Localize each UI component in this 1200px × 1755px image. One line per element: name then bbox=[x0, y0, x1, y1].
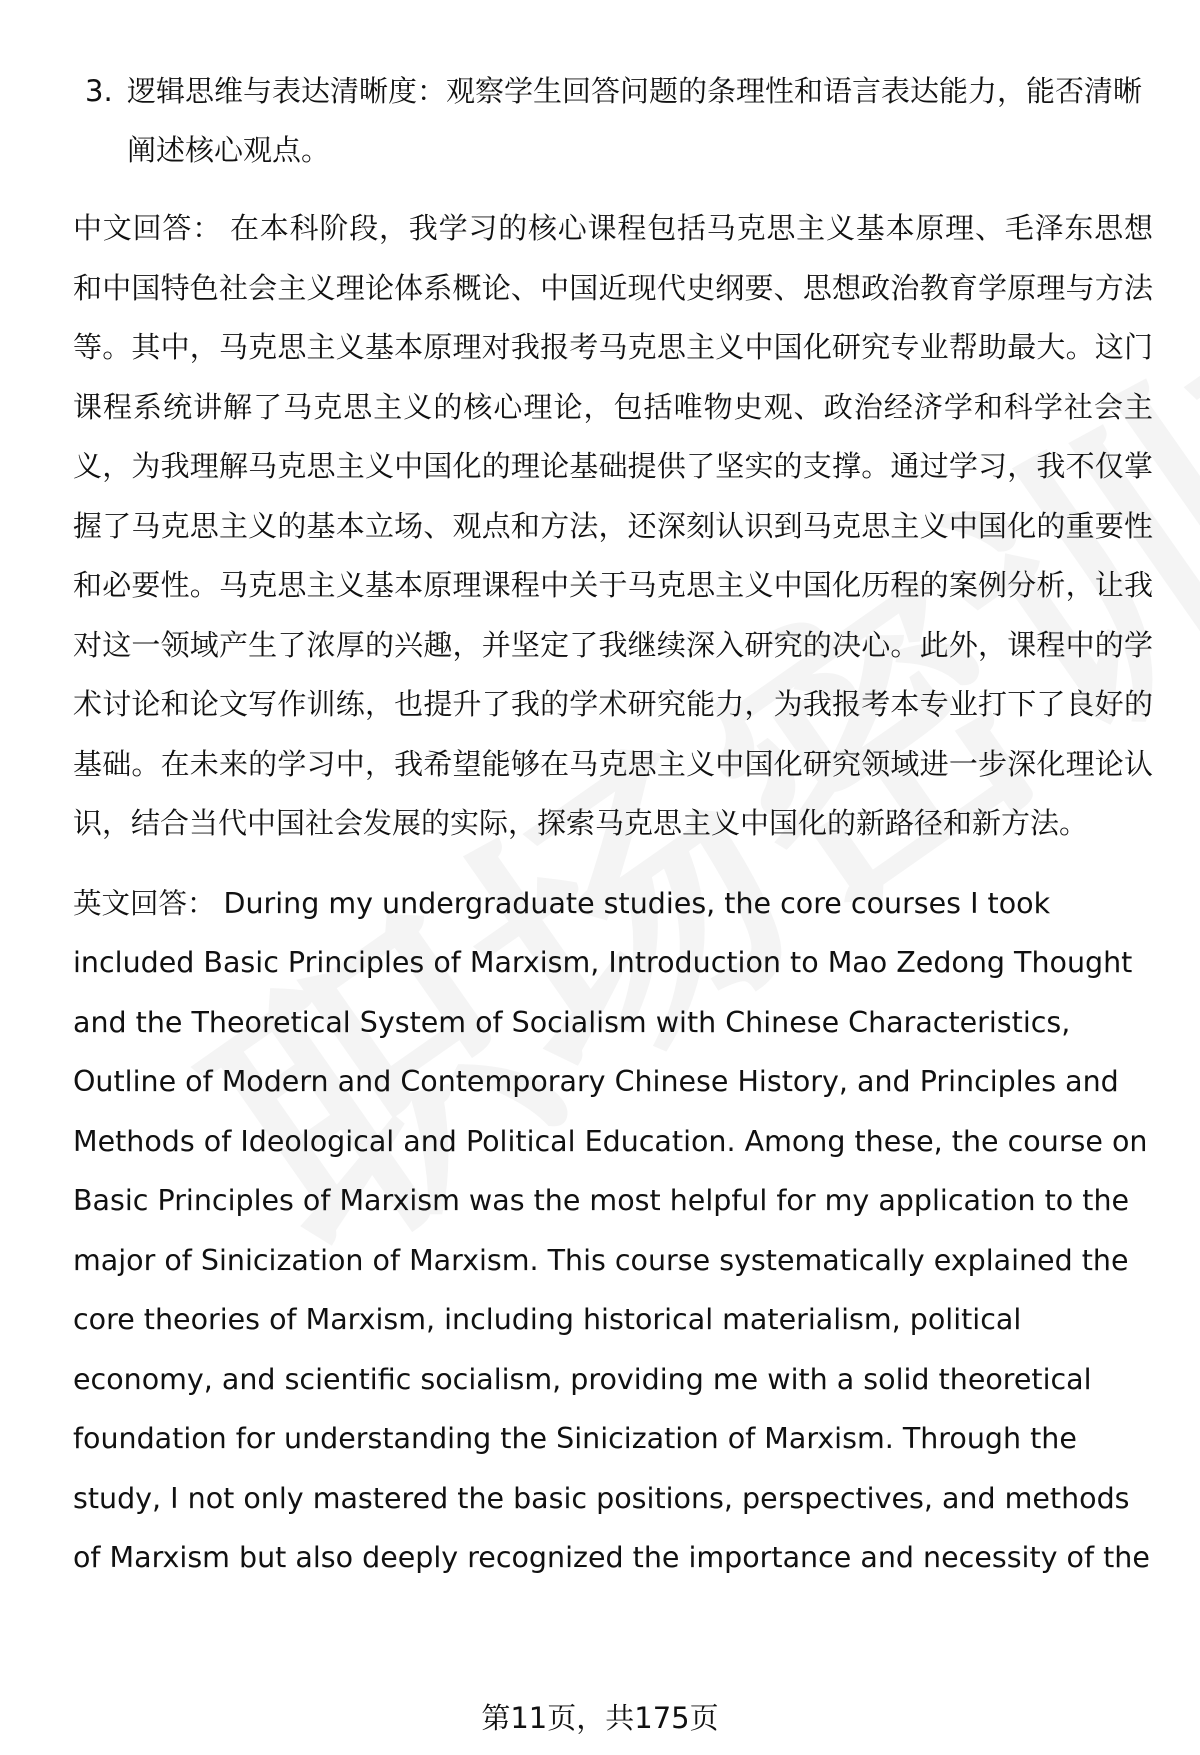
english-answer-paragraph bbox=[73, 874, 1153, 1588]
list-item-3 bbox=[73, 62, 1153, 180]
list-item-text: 逻辑思维与表达清晰度：观察学生回答问题的条理性和语言表达能力，能否清晰阐述核心观点。 bbox=[127, 74, 1143, 167]
page-content bbox=[73, 62, 1153, 1608]
chinese-answer-text: 在本科阶段，我学习的核心课程包括马克思主义基本原理、毛泽东思想和中国特色社会主义理论体系概论、中国近现代史纲要、思想政治教育学原理与方法等。其中，马克思主义基本原理对我报考马克思主义中国化研究专业帮助最大。这门课程系统讲解了马克思主义的核心理论，包括唯物史观、政治经济学和科学社会主义，为我理解马克思主义中国化的理论基础提供了坚实的支撑。通过学习，我不仅掌握了马克思主义的基本立场、观点和方法，还深刻认识到马克思主义中国化的重要性和必要性。马克思主义基本原理课程中关于马克思主义中国化历程的案例分析，让我对这一领域产生了浓厚的兴趣，并坚定了我继续深入研究的决心。此外，课程中的学术讨论和论文写作训练，也提升了我的学术研究能力，为我报考本专业打下了良好的基础。在未来的学习中，我希望能够在马克思主义中国化研究领域进一步深化理论认识，结合当代中国社会发展的实际，探索马克思主义中国化的新路径和新方法。 bbox=[73, 211, 1153, 840]
english-answer-label: 英文回答： bbox=[73, 886, 216, 920]
english-answer-text: During my undergraduate studies, the core courses I took included Basic Principles of Marxism, Introduction to Mao Zedong Thought and the Theoretical System of Socialism with Chinese Characteristics, Outline of Modern and Contemporary Chinese History, and Principles and Methods of Ideological and Political Education. Among these, the course on Basic Principles of Marxism was the most helpful for my application to the major of Sinicization of Marxism. This course systematically explained the core theories of Marxism, including historical materialism, political economy, and scientific socialism, providing me with a solid theoretical foundation for understanding the Sinicization of Marxism. Through the study, I not only mastered the basic positions, perspectives, and methods of Marxism but also deeply recognized the importance and necessity of the bbox=[73, 886, 1150, 1574]
page-number-footer: 第11页，共175页 bbox=[481, 1701, 719, 1735]
chinese-answer-label: 中文回答： bbox=[73, 211, 222, 245]
list-number: 3. bbox=[85, 74, 113, 108]
chinese-answer-paragraph bbox=[73, 199, 1153, 854]
